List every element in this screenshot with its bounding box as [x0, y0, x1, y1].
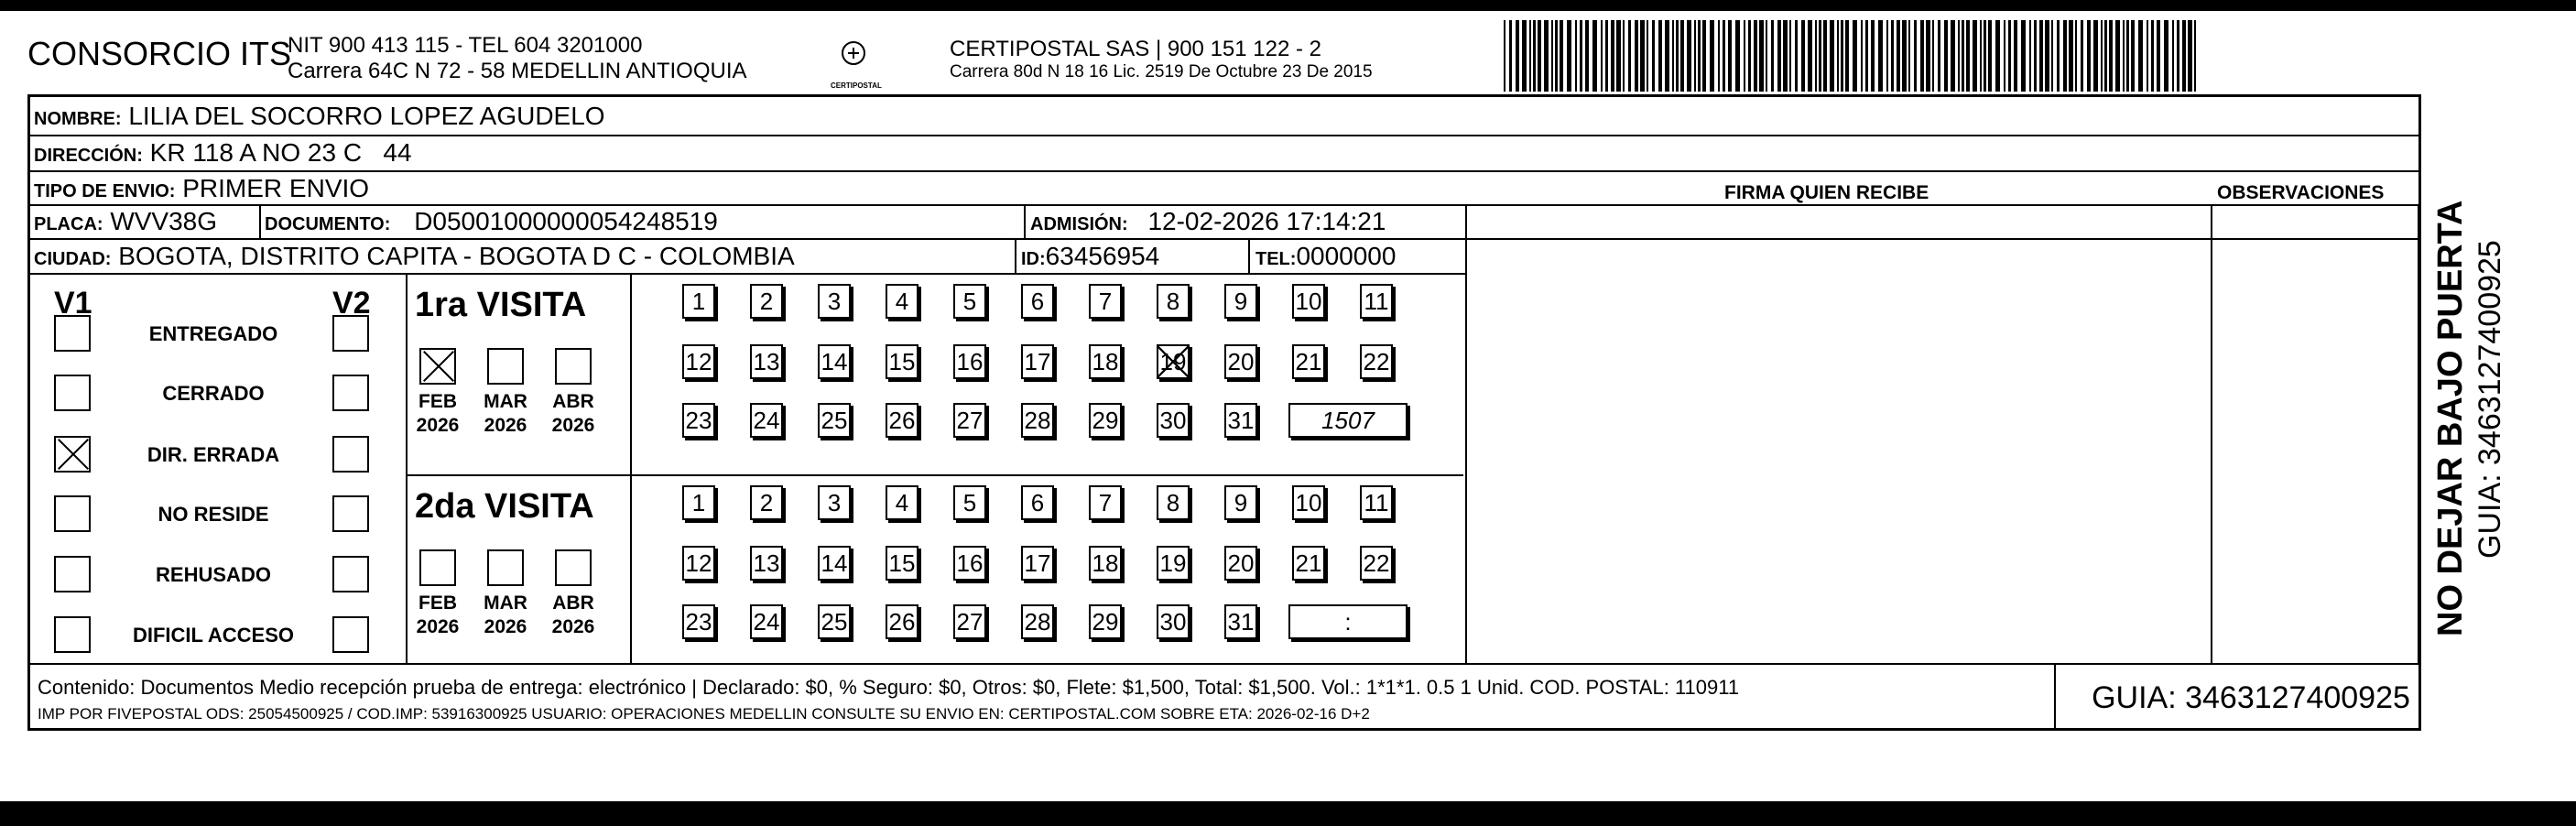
month-checkbox[interactable] [419, 549, 456, 586]
day-box[interactable]: 3 [818, 485, 851, 520]
barcode-bar [1871, 20, 1875, 92]
day-box[interactable]: 19 [1157, 344, 1190, 379]
day-box[interactable]: 30 [1157, 604, 1190, 639]
day-box[interactable]: 6 [1021, 485, 1054, 520]
barcode-bar [1861, 20, 1863, 92]
barcode-bar [1628, 20, 1631, 92]
month-year: 2026 [484, 415, 527, 436]
day-box[interactable]: 25 [818, 604, 851, 639]
barcode-bar [1789, 20, 1791, 92]
barcode-bar [1914, 20, 1917, 92]
barcode-bar [1567, 20, 1571, 92]
barcode-bar [1544, 20, 1549, 92]
barcode-bar [1801, 20, 1805, 92]
tel-value: 0000000 [1296, 242, 1397, 270]
status-label: DIR. ERRADA [147, 443, 280, 466]
documento-label: DOCUMENTO: [265, 214, 391, 234]
day-box[interactable]: 2 [750, 284, 783, 319]
company-nit: NIT 900 413 115 - TEL 604 3201000 [288, 33, 643, 58]
barcode-bar [1723, 20, 1725, 92]
month-year: 2026 [484, 616, 527, 637]
imp-text: IMP POR FIVEPOSTAL ODS: 25054500925 / COD.IMP: 53916300925 USUARIO: OPERACIONES MEDELLIN CONSULTE SU ENVIO EN: CERTIPOSTAL.COM SOBRE ETA: 2026-02-16 D+2 [38, 705, 1370, 723]
guia-number: GUIA: 3463127400925 [2092, 680, 2410, 715]
documento-value: D05001000000054248519 [414, 207, 718, 235]
tipo-envio-value: PRIMER ENVIO [182, 174, 370, 202]
barcode-bar [1830, 20, 1834, 92]
barcode-bar [1748, 20, 1751, 92]
barcode-bar [2087, 20, 2091, 92]
barcode-bar [1973, 20, 1977, 92]
day-box[interactable]: 5 [953, 284, 986, 319]
barcode-graphic [1504, 20, 2200, 92]
barcode-bar [2081, 20, 2083, 92]
barcode-bar [2021, 20, 2026, 92]
day-box[interactable]: 16 [953, 344, 986, 379]
documento-field [265, 208, 718, 238]
barcode-bar [1560, 20, 1563, 92]
day-box[interactable]: 13 [750, 546, 783, 581]
day-box[interactable]: 31 [1224, 403, 1257, 438]
barcode-bar [1616, 20, 1621, 92]
barcode-bar [1710, 20, 1714, 92]
barcode-bar [2123, 20, 2125, 92]
nombre-field [34, 103, 605, 133]
barcode-bar [1932, 20, 1934, 92]
day-box[interactable]: 16 [953, 546, 986, 581]
barcode-bar [1735, 20, 1740, 92]
barcode-bar [1841, 20, 1843, 92]
month-label [546, 592, 601, 639]
barcode-bar [2157, 20, 2160, 92]
month-year: 2026 [416, 616, 460, 637]
tel-field [1255, 243, 1396, 273]
barcode-bar [1938, 20, 1940, 92]
barcode-bar [1694, 20, 1696, 92]
v1-checkbox[interactable] [54, 495, 91, 532]
row-divider [30, 238, 2418, 240]
barcode-bar [1698, 20, 1701, 92]
barcode-bar [2138, 20, 2143, 92]
barcode-bar [1980, 20, 1982, 92]
barcode-bar [1819, 20, 1821, 92]
barcode-bar [2104, 20, 2107, 92]
barcode-bar [2075, 20, 2077, 92]
barcode-bar [1672, 20, 1674, 92]
barcode-bar [1878, 20, 1883, 92]
status-label: ENTREGADO [148, 322, 278, 345]
day-box[interactable]: 14 [818, 344, 851, 379]
barcode-bar [2014, 20, 2017, 92]
observaciones-header: OBSERVACIONES [2217, 182, 2385, 203]
v1-checkbox[interactable] [54, 556, 91, 592]
status-label: REHUSADO [156, 563, 271, 586]
v2-header: V2 [332, 286, 371, 321]
tel-divider [1248, 238, 1250, 273]
guia-divider [2054, 663, 2056, 731]
barcode-bar [2004, 20, 2005, 92]
admision-field [1030, 208, 1386, 238]
barcode-bar [2172, 20, 2174, 92]
time-box[interactable]: 1507 [1288, 403, 1408, 438]
barcode-bar [1891, 20, 1894, 92]
barcode-bar [1665, 20, 1669, 92]
status-label: CERRADO [162, 382, 265, 405]
barcode-bar [2057, 20, 2060, 92]
barcode [1504, 20, 2200, 92]
month-label [410, 390, 465, 438]
month-checkbox[interactable] [487, 348, 524, 385]
row-divider [30, 135, 2418, 136]
barcode-bar [2069, 20, 2073, 92]
barcode-bar [1808, 20, 1812, 92]
month-checkbox[interactable] [555, 549, 592, 586]
day-box[interactable]: 10 [1292, 284, 1325, 319]
month-name: MAR [484, 391, 527, 412]
day-box[interactable]: 3 [818, 284, 851, 319]
status-label: DIFICIL ACCESO [132, 624, 294, 647]
id-divider [1015, 238, 1016, 273]
day-box[interactable]: 27 [953, 604, 986, 639]
admision-label: ADMISIÓN: [1030, 214, 1128, 234]
barcode-bar [1718, 20, 1720, 92]
barcode-bar [1944, 20, 1948, 92]
row-divider [30, 204, 2418, 206]
column-divider [1465, 204, 1467, 663]
month-checkbox[interactable] [487, 549, 524, 586]
company-name: CONSORCIO ITS [27, 35, 292, 72]
barcode-bar [1592, 20, 1597, 92]
barcode-bar [2109, 20, 2113, 92]
month-name: FEB [418, 391, 457, 412]
day-box[interactable]: 21 [1292, 344, 1325, 379]
column-divider [2418, 204, 2419, 663]
direccion-label: DIRECCIÓN: [34, 146, 143, 166]
delivery-form [27, 94, 2421, 731]
barcode-bar [1652, 20, 1655, 92]
day-box[interactable]: 28 [1021, 403, 1054, 438]
placa-field [34, 208, 217, 238]
barcode-bar [2045, 20, 2049, 92]
barcode-bar [2029, 20, 2031, 92]
barcode-bar [2177, 20, 2179, 92]
day-box[interactable]: 19 [1157, 546, 1190, 581]
day-box[interactable]: 15 [886, 344, 918, 379]
barcode-bar [2164, 20, 2168, 92]
v1-header: V1 [54, 286, 92, 321]
direccion-value: KR 118 A NO 23 C 44 [149, 138, 412, 167]
side-guia: GUIA: 3463127400925 [2473, 240, 2507, 559]
day-box[interactable]: 7 [1089, 284, 1122, 319]
v2-checkbox[interactable] [332, 436, 369, 473]
signature-area[interactable] [1468, 273, 2210, 663]
company-info [288, 33, 747, 84]
barcode-bar [2008, 20, 2011, 92]
day-box[interactable]: 29 [1089, 604, 1122, 639]
day-box[interactable]: 17 [1021, 344, 1054, 379]
barcode-bar [1902, 20, 1907, 92]
admision-value: 12-02-2026 17:14:21 [1147, 207, 1386, 235]
barcode-bar [1580, 20, 1582, 92]
id-value: 63456954 [1045, 242, 1160, 270]
month-checkbox[interactable] [555, 348, 592, 385]
day-box[interactable]: 6 [1021, 284, 1054, 319]
month-label [478, 390, 533, 438]
month-name: ABR [552, 391, 594, 412]
day-box[interactable]: 30 [1157, 403, 1190, 438]
tipo-envio-field [34, 175, 369, 205]
barcode-bar [2194, 20, 2196, 92]
v1-checkbox[interactable] [54, 315, 91, 352]
barcode-bar [1845, 20, 1849, 92]
footer-divider [30, 663, 2418, 665]
tipo-envio-label: TIPO DE ENVIO: [34, 181, 176, 201]
status-label: NO RESIDE [158, 503, 269, 526]
barcode-bar [1529, 20, 1531, 92]
ciudad-label: CIUDAD: [34, 249, 112, 269]
barcode-bar [2126, 20, 2129, 92]
barcode-bar [1555, 20, 1558, 92]
day-box[interactable]: 12 [682, 546, 715, 581]
day-box[interactable]: 15 [886, 546, 918, 581]
visit-title: 2da VISITA [415, 487, 594, 526]
barcode-bar [1995, 20, 2000, 92]
day-box[interactable]: 24 [750, 604, 783, 639]
barcode-bar [1702, 20, 1706, 92]
barcode-bar [2051, 20, 2053, 92]
barcode-bar [2188, 20, 2192, 92]
barcode-bar [1759, 20, 1764, 92]
row-divider [30, 170, 2418, 172]
barcode-bar [1865, 20, 1868, 92]
day-box[interactable]: 11 [1360, 284, 1393, 319]
month-name: FEB [418, 592, 457, 614]
day-box[interactable]: 27 [953, 403, 986, 438]
day-box[interactable]: 25 [818, 403, 851, 438]
day-box[interactable]: 10 [1292, 485, 1325, 520]
day-box[interactable]: 18 [1089, 344, 1122, 379]
barcode-bar [1516, 20, 1519, 92]
barcode-bar [1988, 20, 1992, 92]
barcode-bar [1680, 20, 1684, 92]
day-box[interactable]: 13 [750, 344, 783, 379]
barcode-bar [2115, 20, 2120, 92]
barcode-bar [1533, 20, 1536, 92]
barcode-bar [1575, 20, 1577, 92]
day-box[interactable]: 23 [682, 403, 715, 438]
v2-checkbox[interactable] [332, 315, 369, 352]
barcode-bar [1585, 20, 1589, 92]
barcode-bar [1766, 20, 1767, 92]
ciudad-field [34, 243, 795, 273]
id-field [1021, 243, 1159, 273]
day-box[interactable]: 11 [1360, 485, 1393, 520]
barcode-bar [1823, 20, 1827, 92]
day-box[interactable]: 4 [886, 284, 918, 319]
v2-checkbox[interactable] [332, 375, 369, 411]
barcode-bar [1605, 20, 1608, 92]
visit-divider [406, 474, 1463, 476]
placa-value: WVV38G [110, 207, 218, 235]
firma-header: FIRMA QUIEN RECIBE [1724, 182, 1929, 203]
barcode-bar [1837, 20, 1839, 92]
logo-caption: CERTIPOSTAL [831, 82, 882, 90]
id-label: ID: [1021, 249, 1046, 269]
direccion-field [34, 139, 412, 169]
barcode-bar [2151, 20, 2154, 92]
barcode-bar [1509, 20, 1512, 92]
barcode-bar [2131, 20, 2135, 92]
warning-text: NO DEJAR BAJO PUERTA [2431, 200, 2470, 636]
certipostal-name: CERTIPOSTAL SAS | 900 151 122 - 2 [950, 37, 1321, 61]
v1-checkbox[interactable] [54, 375, 91, 411]
barcode-bar [1958, 20, 1960, 92]
observations-area[interactable] [2213, 273, 2417, 663]
month-year: 2026 [551, 616, 595, 637]
barcode-bar [1635, 20, 1638, 92]
day-box[interactable]: 8 [1157, 284, 1190, 319]
barcode-bar [1783, 20, 1788, 92]
day-box[interactable]: 22 [1360, 546, 1393, 581]
v1-checkbox[interactable] [54, 436, 91, 473]
logo-icon [831, 37, 876, 77]
day-box[interactable]: 23 [682, 604, 715, 639]
bottom-scan-border [0, 801, 2576, 826]
day-box[interactable]: 1 [682, 485, 715, 520]
barcode-bar [1522, 20, 1527, 92]
day-box[interactable]: 31 [1224, 604, 1257, 639]
certipostal-info [950, 37, 1373, 82]
barcode-bar [1886, 20, 1888, 92]
barcode-bar [1658, 20, 1662, 92]
barcode-bar [2093, 20, 2098, 92]
barcode-bar [1908, 20, 1910, 92]
visit-title: 1ra VISITA [415, 286, 587, 324]
day-box[interactable]: 21 [1292, 546, 1325, 581]
barcode-bar [1504, 20, 1505, 92]
day-box[interactable]: 9 [1224, 485, 1257, 520]
barcode-bar [2034, 20, 2037, 92]
placa-divider [259, 204, 261, 238]
day-box[interactable]: 9 [1224, 284, 1257, 319]
certipostal-logo [831, 37, 882, 92]
barcode-bar [1623, 20, 1625, 92]
time-box[interactable]: : [1288, 604, 1408, 639]
day-box[interactable]: 24 [750, 403, 783, 438]
day-box[interactable]: 29 [1089, 403, 1122, 438]
barcode-bar [2063, 20, 2067, 92]
month-year: 2026 [551, 415, 595, 436]
barcode-bar [1687, 20, 1691, 92]
barcode-bar [1728, 20, 1732, 92]
column-divider [2211, 204, 2212, 663]
barcode-bar [1777, 20, 1781, 92]
certipostal-address: Carrera 80d N 18 16 Lic. 2519 De Octubre 23 De 2015 [950, 62, 1373, 82]
months-divider [630, 273, 632, 663]
barcode-bar [1966, 20, 1970, 92]
day-box[interactable]: 18 [1089, 546, 1122, 581]
barcode-bar [1676, 20, 1679, 92]
month-name: ABR [552, 592, 594, 614]
month-checkbox[interactable] [419, 348, 456, 385]
v1-checkbox[interactable] [54, 616, 91, 653]
v2-checkbox[interactable] [332, 616, 369, 653]
nombre-label: NOMBRE: [34, 109, 122, 129]
ciudad-value: BOGOTA, DISTRITO CAPITA - BOGOTA D C - COLOMBIA [118, 242, 795, 270]
month-label [478, 592, 533, 639]
barcode-bar [1920, 20, 1924, 92]
day-box[interactable]: 12 [682, 344, 715, 379]
barcode-bar [1551, 20, 1553, 92]
barcode-bar [1984, 20, 1986, 92]
day-box[interactable]: 26 [886, 403, 918, 438]
row-divider [30, 273, 1465, 275]
barcode-bar [1640, 20, 1645, 92]
status-divider [406, 273, 408, 663]
nombre-value: LILIA DEL SOCORRO LOPEZ AGUDELO [128, 102, 605, 130]
v2-checkbox[interactable] [332, 556, 369, 592]
day-box[interactable]: 26 [886, 604, 918, 639]
barcode-bar [1962, 20, 1964, 92]
barcode-bar [1754, 20, 1757, 92]
day-box[interactable]: 20 [1224, 546, 1257, 581]
day-box[interactable]: 2 [750, 485, 783, 520]
company-address: Carrera 64C N 72 - 58 MEDELLIN ANTIOQUIA [288, 59, 747, 83]
day-box[interactable]: 20 [1224, 344, 1257, 379]
barcode-bar [1771, 20, 1774, 92]
barcode-bar [1951, 20, 1955, 92]
day-box[interactable]: 8 [1157, 485, 1190, 520]
placa-label: PLACA: [34, 214, 103, 234]
barcode-bar [1897, 20, 1900, 92]
day-box[interactable]: 14 [818, 546, 851, 581]
admision-divider [1024, 204, 1026, 238]
day-box[interactable]: 28 [1021, 604, 1054, 639]
barcode-bar [1795, 20, 1798, 92]
day-box[interactable]: 4 [886, 485, 918, 520]
barcode-bar [1611, 20, 1614, 92]
barcode-bar [1601, 20, 1603, 92]
barcode-bar [1815, 20, 1817, 92]
day-box[interactable]: 1 [682, 284, 715, 319]
month-label [410, 592, 465, 639]
barcode-bar [1744, 20, 1745, 92]
v2-checkbox[interactable] [332, 495, 369, 532]
day-box[interactable]: 7 [1089, 485, 1122, 520]
month-year: 2026 [416, 415, 460, 436]
tel-label: TEL: [1255, 249, 1297, 269]
barcode-bar [1926, 20, 1930, 92]
day-box[interactable]: 17 [1021, 546, 1054, 581]
barcode-bar [2182, 20, 2186, 92]
day-box[interactable]: 5 [953, 485, 986, 520]
barcode-bar [2039, 20, 2043, 92]
barcode-bar [1647, 20, 1648, 92]
barcode-bar [1538, 20, 1541, 92]
month-label [546, 390, 601, 438]
contenido-text: Contenido: Documentos Medio recepción prueba de entrega: electrónico | Declarado: $0, % Seguro: $0, Otros: $0, Flete: $1,500, Total: $1,500. Vol.: 1*1*1. 0.5 1 Unid. COD. POSTAL: 110911 [38, 676, 1740, 699]
day-box[interactable]: 22 [1360, 344, 1393, 379]
top-scan-border [0, 0, 2576, 11]
barcode-bar [2147, 20, 2148, 92]
barcode-bar [1853, 20, 1857, 92]
barcode-bar [2101, 20, 2103, 92]
month-name: MAR [484, 592, 527, 614]
